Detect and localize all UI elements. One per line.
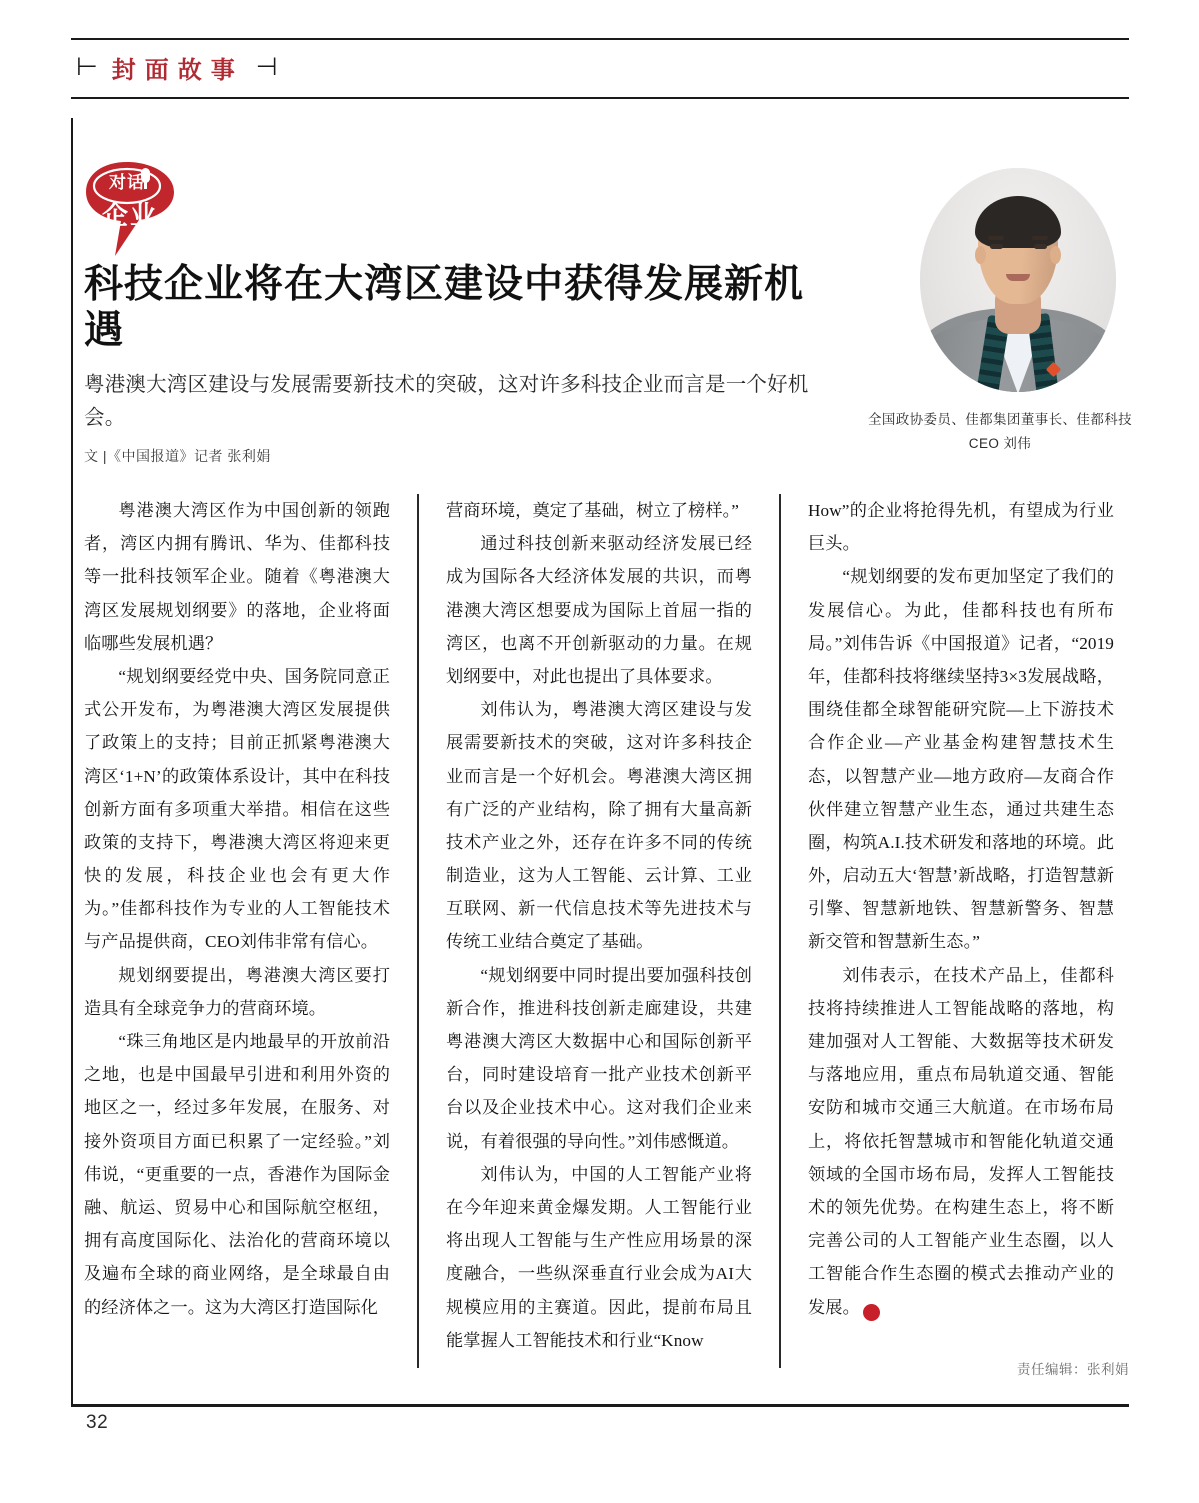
section-title: 封面故事 xyxy=(111,57,244,84)
body-column-2 xyxy=(446,494,752,1374)
badge-bottom-label: 企业 xyxy=(101,200,158,230)
headline-block xyxy=(84,262,814,466)
paragraph: How”的企业将抢得先机，有望成为行业巨头。 xyxy=(808,501,1114,554)
section-header xyxy=(71,38,1129,99)
paragraph: “规划纲要经党中央、国务院同意正式公开发布，为粤港澳大湾区发展提供了政策上的支持；目前正抓紧粤港澳大湾区‘1+N’的政策体系设计，其中在科技创新方面有多项重大举措。相信在这些政策的支持下，粤港澳大湾区将迎来更快的发展，科技企业也会有更大作为。”佳都科技作为专业的人工智能技术与产品提供商，CEO刘伟非常有信心。 xyxy=(84,666,390,952)
column-separator xyxy=(417,494,419,1368)
paragraph: 规划纲要提出，粤港澳大湾区要打造具有全球竞争力的营商环境。 xyxy=(84,965,390,1018)
dialogue-badge xyxy=(83,160,187,260)
portrait-figure xyxy=(920,168,1116,392)
body-column-1 xyxy=(84,494,390,1374)
paragraph-text: 刘伟表示，在技术产品上，佳都科技将持续推进人工智能战略的落地，构建加强对人工智能、大数据等技术研发与落地应用，重点布局轨道交通、智能安防和城市交通三大航道。在市场布局上，将依托智慧城市和智能化轨道交通领域的全国市场布局，发挥人工智能技术的领先优势。在构建生态上，将不断完善公司的人工智能产业生态圈，以人工智能合作生态圈的模式去推动产业的发展。 xyxy=(808,965,1114,1317)
spine-rule xyxy=(71,118,73,1406)
paragraph: 营商环境，奠定了基础，树立了榜样。” xyxy=(446,501,740,520)
paragraph: “规划纲要的发布更加坚定了我们的发展信心。为此，佳都科技也有所布局。”刘伟告诉《中国报道》记者，“2019年，佳都科技将继续坚持3×3发展战略，围绕佳都全球智能研究院—上下游技术合作企业—产业基金构建智慧技术生态，以智慧产业—地方政府—友商合作伙伴建立智慧产业生态，通过共建生态圈，构筑A.I.技术研发和落地的环境。此外，启动五大‘智慧’新战略，打造智慧新引擎、智慧新地铁、智慧新警务、智慧新交管和智慧新生态。” xyxy=(808,567,1114,952)
photo-caption: 全国政协委员、佳都集团董事长、佳都科技CEO 刘伟 xyxy=(867,412,1133,451)
header-rule-bottom xyxy=(71,97,1129,99)
portrait-photo xyxy=(920,168,1116,392)
page-number: 32 xyxy=(86,1412,109,1433)
paragraph: “规划纲要中同时提出要加强科技创新合作，推进科技创新走廊建设，共建粤港澳大湾区大数据中心和国际创新平台，同时建设培育一批产业技术创新平台以及企业技术中心。这对我们企业来说，有着很强的导向性。”刘伟感慨道。 xyxy=(446,965,752,1151)
paragraph: 刘伟认为，粤港澳大湾区建设与发展需要新技术的突破，这对许多科技企业而言是一个好机会。粤港澳大湾区拥有广泛的产业结构，除了拥有大量高新技术产业之外，还存在许多不同的传统制造业，这为人工智能、云计算、工业互联网、新一代信息技术等先进技术与传统工业结合奠定了基础。 xyxy=(446,700,752,952)
article-byline: 文 |《中国报道》记者 张利娟 xyxy=(84,448,271,465)
article-standfirst: 粤港澳大湾区建设与发展需要新技术的突破，这对许多科技企业而言是一个好机会。 xyxy=(84,373,809,430)
footer-rule xyxy=(71,1404,1129,1407)
article-body xyxy=(84,494,1132,1374)
paragraph: “珠三角地区是内地最早的开放前沿之地，也是中国最早引进和利用外资的地区之一，经过多年发展，在服务、对接外资项目方面已积累了一定经验。”刘伟说，“更重要的一点，香港作为国际金融、航运、贸易中心和国际航空枢纽，拥有高度国际化、法治化的营商环境以及遍布全球的商业网络，是全球最自由的经济体之一。这为大湾区打造国际化 xyxy=(84,1032,390,1317)
body-column-3 xyxy=(808,494,1114,1374)
bracket-right-icon: ⊣ xyxy=(255,53,278,81)
bracket-left-icon: ⊢ xyxy=(76,53,98,81)
article-headline: 科技企业将在大湾区建设中获得发展新机遇 xyxy=(84,263,805,353)
column-separator xyxy=(779,494,781,1368)
paragraph-last xyxy=(808,959,1114,1324)
end-mark-icon: CR xyxy=(863,1304,880,1321)
paragraph: 刘伟认为，中国的人工智能产业将在今年迎来黄金爆发期。人工智能行业将出现人工智能与生产性应用场景的深度融合，一些纵深垂直行业会成为AI大规模应用的主赛道。因此，提前布局且能掌握人工智能技术和行业“Know xyxy=(446,1164,752,1350)
responsible-editor: 责任编辑：张利娟 xyxy=(1017,1362,1129,1377)
paragraph: 粤港澳大湾区作为中国创新的领跑者，湾区内拥有腾讯、华为、佳都科技等一批科技领军企业。随着《粤港澳大湾区发展规划纲要》的落地，企业将面临哪些发展机遇？ xyxy=(84,501,390,653)
badge-top-label: 对话 xyxy=(109,173,145,192)
paragraph: 通过科技创新来驱动经济发展已经成为国际各大经济体发展的共识，而粤港澳大湾区想要成为国际上首屈一指的湾区，也离不开创新驱动的力量。在规划纲要中，对此也提出了具体要求。 xyxy=(446,534,752,686)
